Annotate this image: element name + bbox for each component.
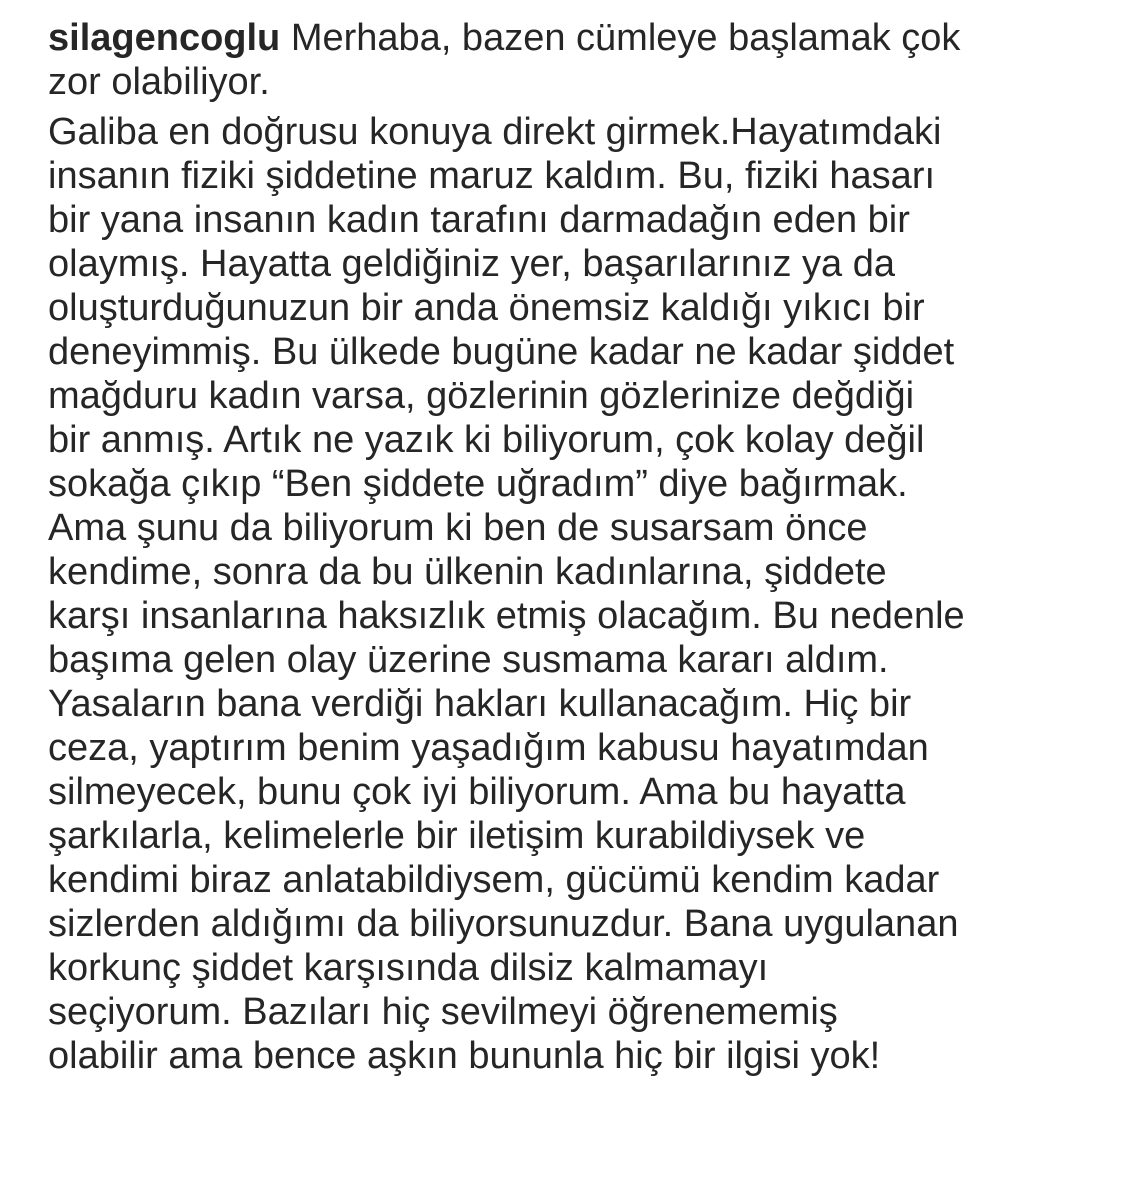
caption-line: Yasaların bana verdiği hakları kullanacağım. Hiç bir [48,683,912,725]
caption-line: ceza, yaptırım benim yaşadığım kabusu hayatımdan [48,727,929,769]
caption-line: sizlerden aldığımı da biliyorsunuzdur. Bana uygulanan [48,903,959,945]
caption-line [48,16,1108,60]
caption-line: olabilir ama bence aşkın bununla hiç bir ilgisi yok! [48,1035,881,1077]
caption-line: korkunç şiddet karşısında dilsiz kalmamayı [48,947,769,989]
caption-line: seçiyorum. Bazıları hiç sevilmeyi öğrenememiş [48,991,838,1033]
caption-line: Galiba en doğrusu konuya direkt girmek.Hayatımdaki [48,111,942,153]
caption-line: başıma gelen olay üzerine susmama kararı aldım. [48,639,889,681]
caption-body [48,110,1108,1078]
caption-intro [48,16,1108,104]
caption-line: silmeyecek, bunu çok iyi biliyorum. Ama bu hayatta [48,771,906,813]
caption-line: bir yana insanın kadın tarafını darmadağın eden bir [48,199,910,241]
username-link[interactable]: silagencoglu [48,17,281,59]
caption-line: mağduru kadın varsa, gözlerinin gözlerinize değdiği [48,375,915,417]
caption-line: kendime, sonra da bu ülkenin kadınlarına, şiddete [48,551,887,593]
caption-line: sokağa çıkıp “Ben şiddete uğradım” diye bağırmak. [48,463,908,505]
caption-line: oluşturduğunuzun bir anda önemsiz kaldığı yıkıcı bir [48,287,925,329]
caption-line: bir anmış. Artık ne yazık ki biliyorum, çok kolay değil [48,419,925,461]
caption-line: deneyimmiş. Bu ülkede bugüne kadar ne kadar şiddet [48,331,955,373]
caption-line: şarkılarla, kelimelerle bir iletişim kurabildiysek ve [48,815,866,857]
caption-line: kendimi biraz anlatabildiysem, gücümü kendim kadar [48,859,940,901]
caption-line: insanın fiziki şiddetine maruz kaldım. Bu, fiziki hasarı [48,155,936,197]
caption-line: karşı insanlarına haksızlık etmiş olacağım. Bu nedenle [48,595,965,637]
caption-intro-text: Merhaba, bazen cümleye başlamak çok [280,17,961,59]
caption-line: olaymış. Hayatta geldiğiniz yer, başarılarınız ya da [48,243,895,285]
caption-line: zor olabiliyor. [48,61,270,103]
caption-line: Ama şunu da biliyorum ki ben de susarsam önce [48,507,868,549]
post-caption [48,16,1108,1078]
